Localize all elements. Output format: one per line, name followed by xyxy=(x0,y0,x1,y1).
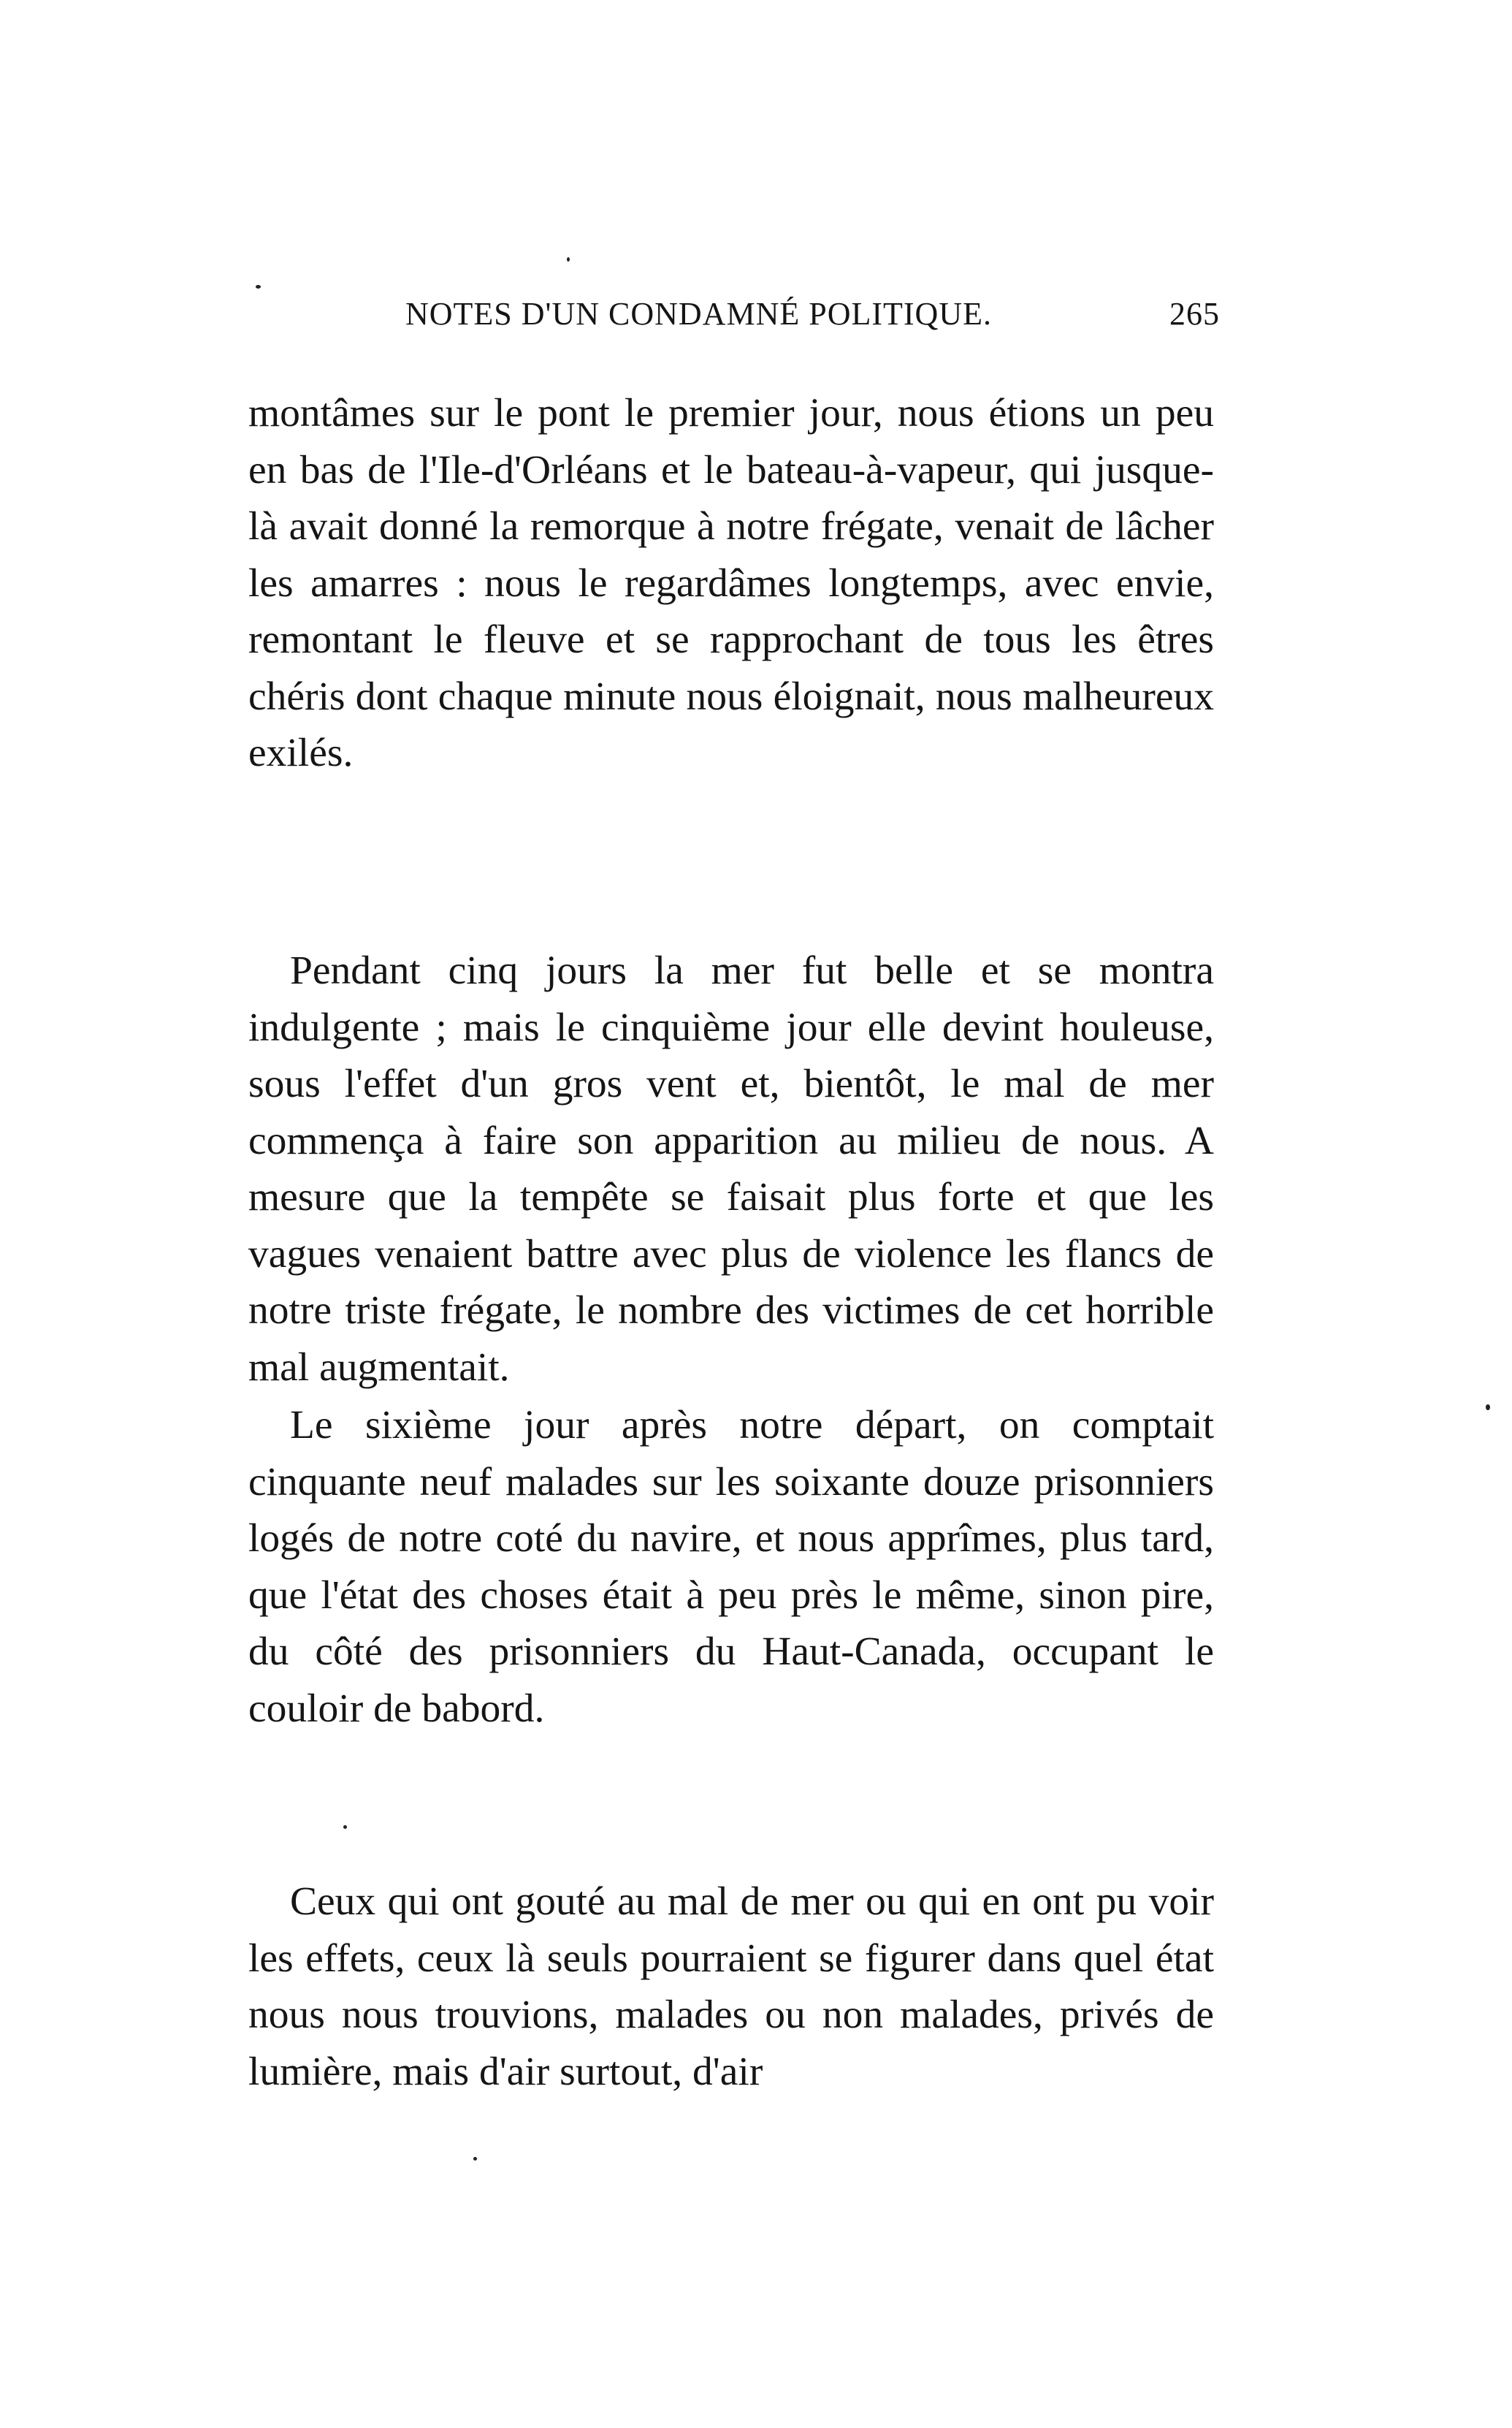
page-number: 265 xyxy=(1169,296,1220,332)
print-speck xyxy=(473,2157,477,2161)
print-speck xyxy=(256,285,261,289)
paragraph-seasickness: Ceux qui ont gouté au mal de mer ou qui en ont pu voir les effets, ceux là seuls pourraient se figurer dans quel état nous nous trouvions, malades ou non malades, privés de lumière, mais d'air surtout, d'air xyxy=(248,1879,1214,2094)
print-speck xyxy=(567,257,570,262)
running-head xyxy=(248,292,1220,336)
running-head-title: NOTES D'UN CONDAMNÉ POLITIQUE. xyxy=(405,296,992,332)
paragraph-sixth-day: Le sixième jour après notre départ, on comptait cinquante neuf malades sur les soixante douze prisonniers logés de notre coté du navire, et nous apprîmes, plus tard, que l'état des choses était à peu près le même, sinon pire, du côté des prisonniers du Haut-Canada, occupant le couloir de babord. xyxy=(248,1403,1214,1731)
paragraph-continued: montâmes sur le pont le premier jour, nous étions un peu en bas de l'Ile-d'Orléans et le bateau-à-vapeur, qui jusque-là avait donné la remorque à notre frégate, venait de lâcher les amarres : nous le regardâmes longtemps, avec envie, remontant le fleuve et se rapprochant de tous les êtres chéris dont chaque minute nous éloignait, nous malheureux exilés. xyxy=(248,391,1214,775)
print-speck xyxy=(1486,1404,1490,1410)
paragraph-sea-storm: Pendant cinq jours la mer fut belle et se montra indulgente ; mais le cinquième jour elle devint houleuse, sous l'effet d'un gros vent et, bientôt, le mal de mer commença à faire son apparition au milieu de nous. A mesure que la tempête se faisait plus forte et que les vagues venaient battre avec plus de violence les flancs de notre triste frégate, le nombre des victimes de cet horrible mal augmentait. xyxy=(248,948,1214,1390)
print-speck xyxy=(343,1825,347,1829)
